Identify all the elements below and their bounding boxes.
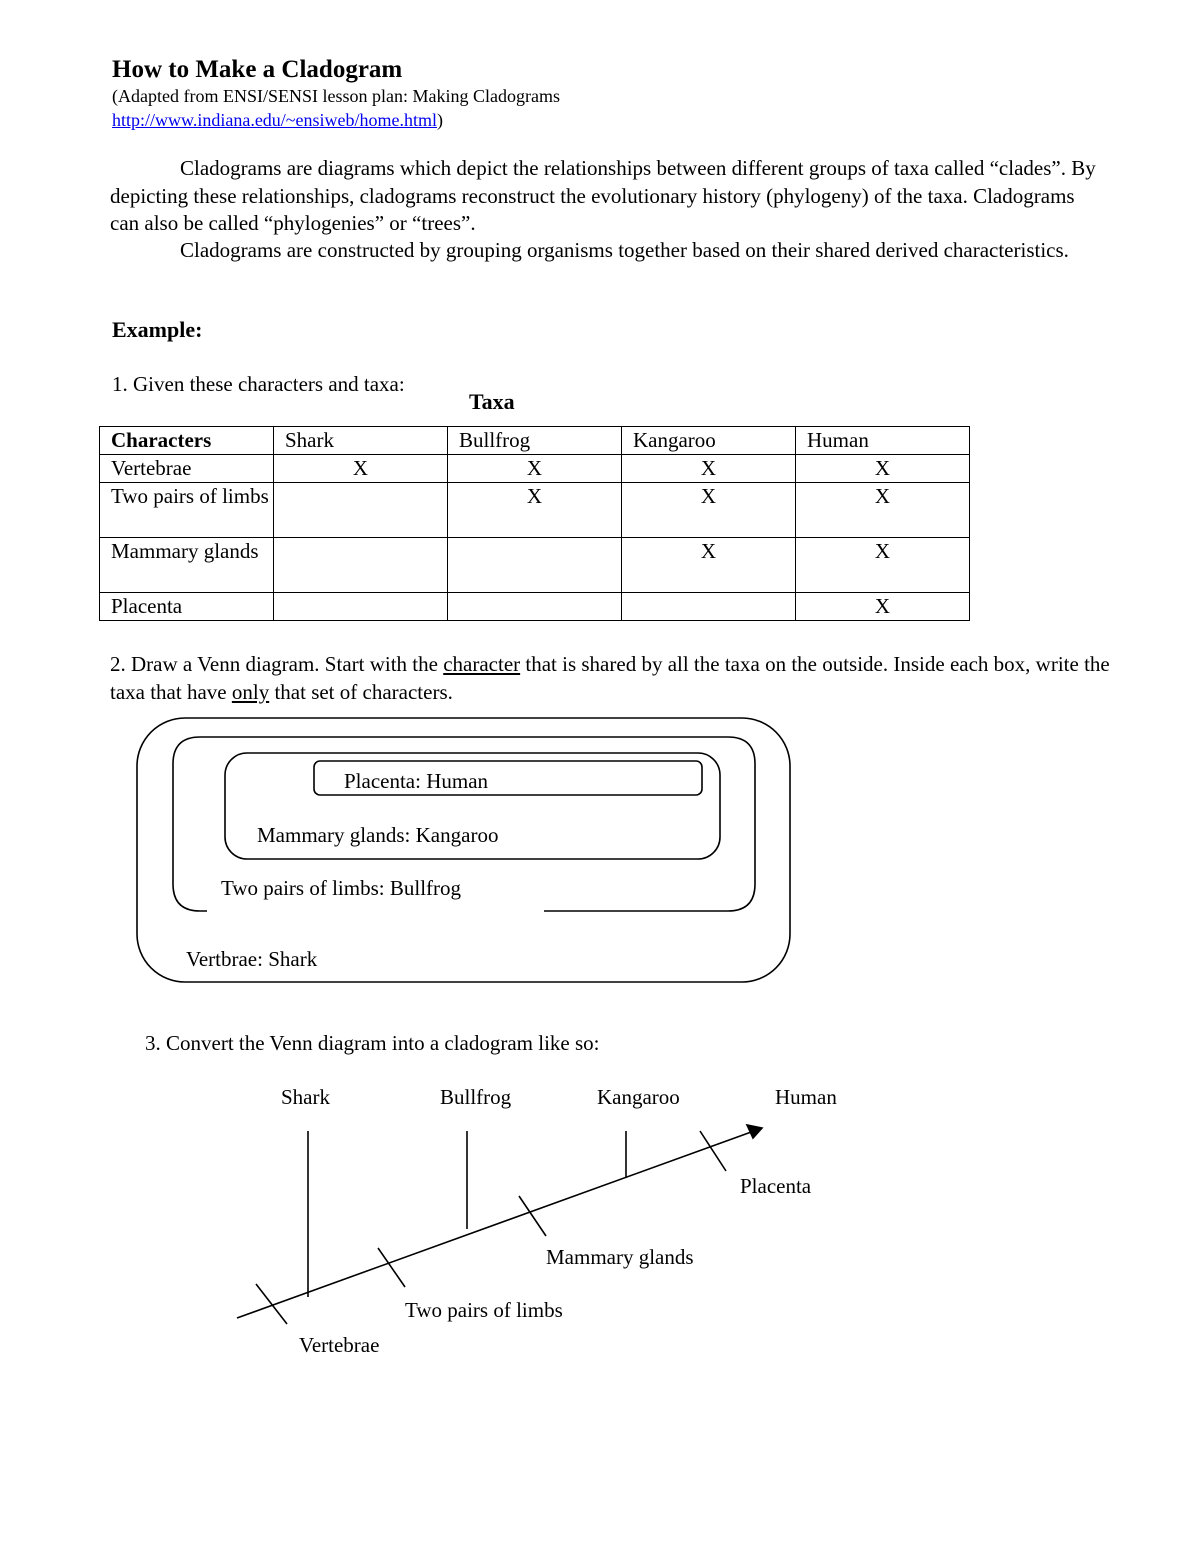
cladogram-main-axis <box>237 1131 754 1318</box>
step-3-text: 3. Convert the Venn diagram into a cladogram like so: <box>145 1031 600 1055</box>
venn-label-limbs: Two pairs of limbs: Bullfrog <box>221 876 462 900</box>
table-cell: X <box>274 455 448 483</box>
tick-placenta <box>700 1131 726 1171</box>
table-cell: X <box>796 455 970 483</box>
example-heading: Example: <box>112 317 203 342</box>
page-title: How to Make a Cladogram <box>112 56 403 83</box>
table-header-cell: Bullfrog <box>448 427 622 455</box>
table-cell: X <box>622 538 796 593</box>
table-cell: X <box>448 455 622 483</box>
venn-box-vertebrae <box>137 718 790 982</box>
table-cell: X <box>796 538 970 593</box>
arrow-head-icon <box>747 1125 762 1138</box>
table-cell: X <box>796 483 970 538</box>
table-cell: X <box>622 483 796 538</box>
taxon-label: Kangaroo <box>597 1085 680 1109</box>
character-label: Placenta <box>740 1174 812 1198</box>
tick-vertebrae <box>256 1284 287 1324</box>
table-cell: Mammary glands <box>100 538 274 593</box>
table-cell: X <box>448 483 622 538</box>
table-header-cell: Shark <box>274 427 448 455</box>
table-cell: Placenta <box>100 593 274 621</box>
tick-limbs <box>378 1248 405 1287</box>
step-1-text: 1. Given these characters and taxa: <box>112 372 405 396</box>
venn-label-vertebrae: Vertbrae: Shark <box>186 947 318 971</box>
step-2-underlined: character <box>443 652 521 676</box>
step-2-part: that is shared by all the taxa on the outside. Inside each box, write the taxa that have <box>110 652 1110 704</box>
table-header-cell: Characters <box>100 427 274 455</box>
intro-paragraph-2-text: Cladograms are constructed by grouping organisms together based on their shared derived characteristics. <box>180 238 1069 262</box>
table-cell: X <box>796 593 970 621</box>
intro-paragraph-1-text: Cladograms are diagrams which depict the relationships between different groups of taxa called “clades”. By depicting these relationships, cladograms reconstruct the evolutionary history (phylogeny) of the taxa. Cladograms can also be called “phylogenies” or “trees”. <box>110 156 1096 235</box>
step-2-underlined: only <box>231 679 270 704</box>
table-cell: Vertebrae <box>100 455 274 483</box>
character-label: Two pairs of limbs <box>405 1298 563 1322</box>
character-label: Vertebrae <box>299 1333 380 1357</box>
venn-label-placenta: Placenta: Human <box>344 769 489 793</box>
tick-mammary <box>519 1196 546 1236</box>
table-header-cell: Kangaroo <box>622 427 796 455</box>
cladogram <box>237 1125 762 1324</box>
venn-label-mammary: Mammary glands: Kangaroo <box>257 823 499 847</box>
source-link-close: ) <box>437 110 444 130</box>
venn-diagram <box>137 718 790 982</box>
step-2-part: that set of characters. <box>269 679 453 704</box>
step-2-part: 2. Draw a Venn diagram. Start with the <box>110 652 444 676</box>
taxa-label: Taxa <box>469 389 515 414</box>
taxon-label: Bullfrog <box>440 1085 512 1109</box>
table-cell: X <box>622 455 796 483</box>
taxon-label: Human <box>775 1085 837 1109</box>
character-label: Mammary glands <box>546 1245 694 1269</box>
source-note: (Adapted from ENSI/SENSI lesson plan: Making Cladograms <box>112 86 560 106</box>
taxon-label: Shark <box>281 1085 330 1109</box>
table-header-cell: Human <box>796 427 970 455</box>
table-cell: Two pairs of limbs <box>100 483 274 538</box>
source-link[interactable]: http://www.indiana.edu/~ensiweb/home.html <box>112 110 438 130</box>
